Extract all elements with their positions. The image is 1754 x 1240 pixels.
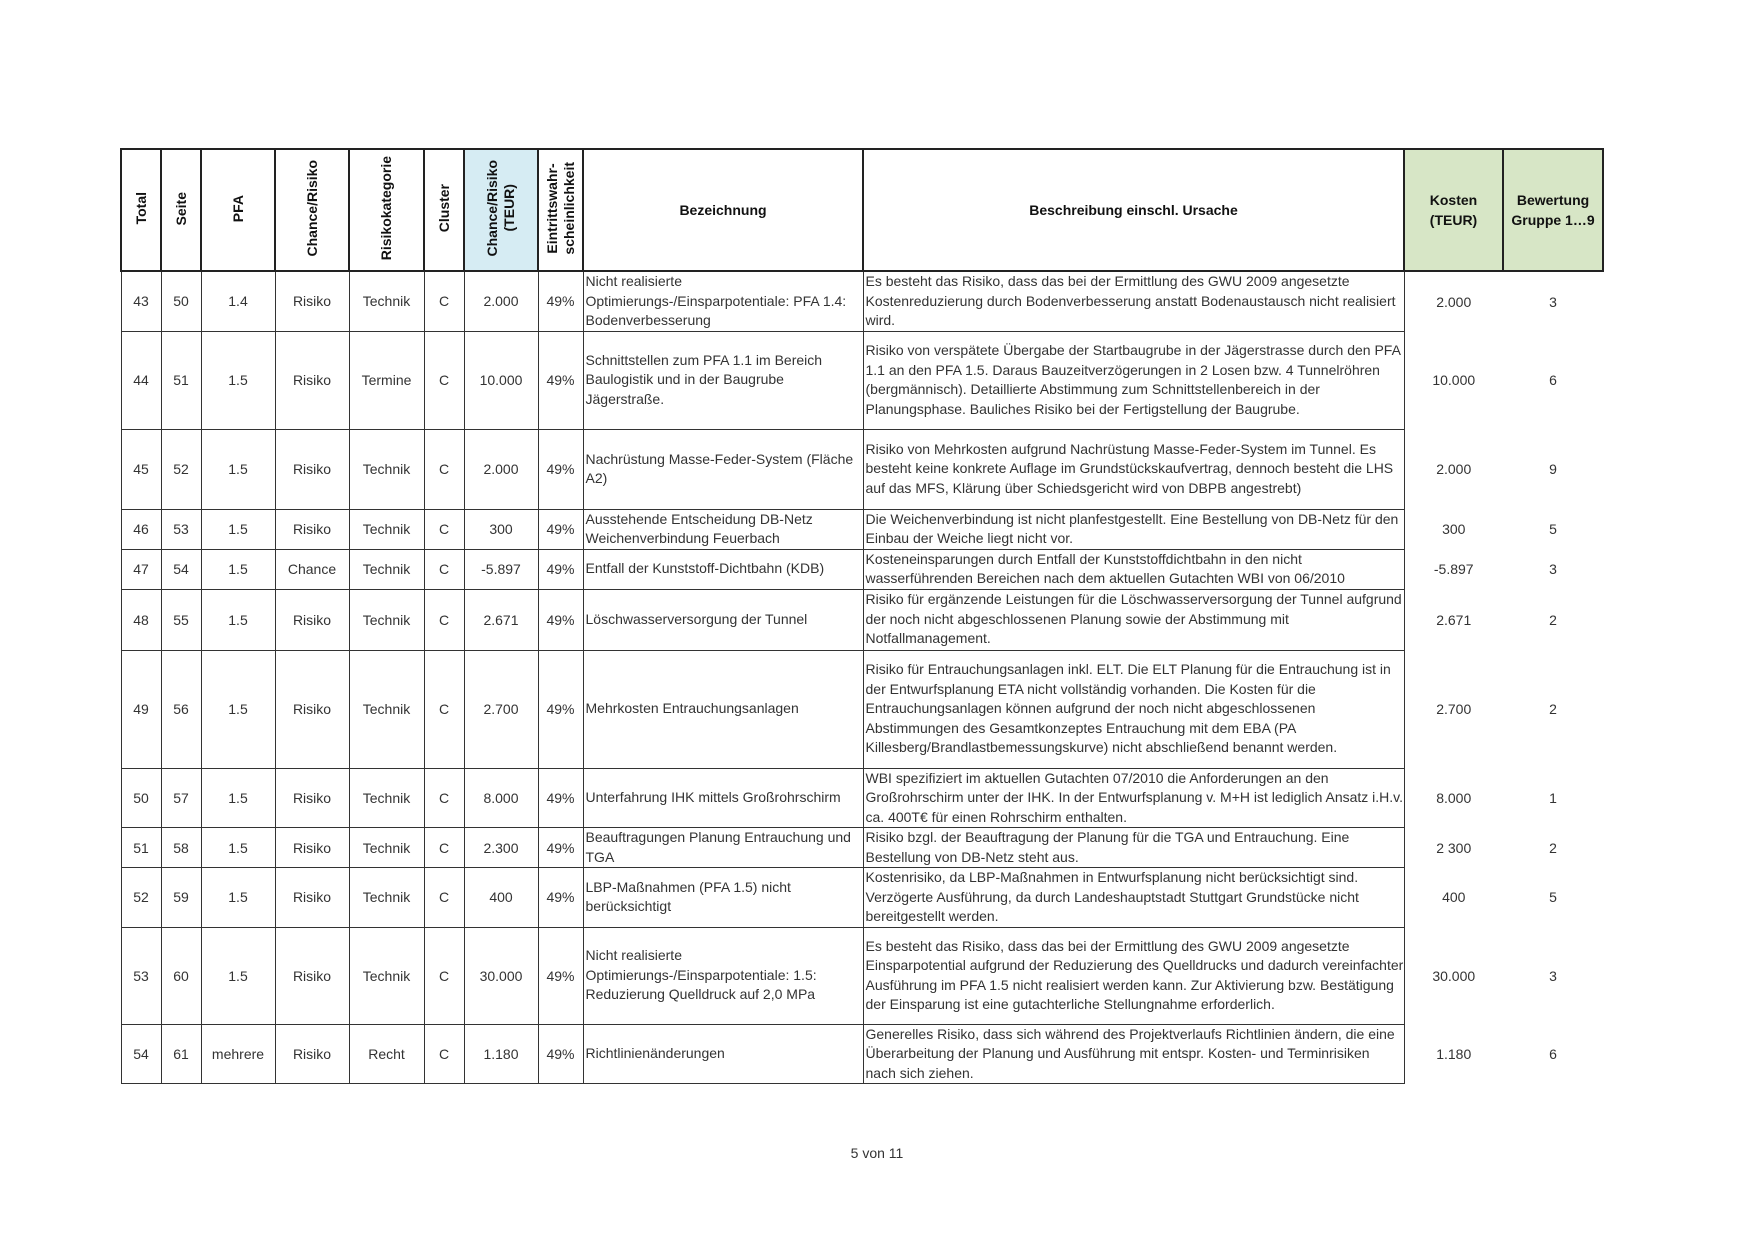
cell-total: 52: [121, 868, 161, 928]
cell-cluster: C: [424, 768, 464, 828]
cell-bezeichnung: Richtlinienänderungen: [583, 1024, 863, 1084]
cell-total: 45: [121, 429, 161, 509]
cell-kosten: 2 300: [1404, 828, 1503, 868]
cell-beschreibung: Es besteht das Risiko, dass das bei der Ermittlung des GWU 2009 angesetzte Kostenreduzierung durch Bodenverbesserung anstatt Bodenaustausch nicht realisiert wird.: [863, 271, 1404, 331]
cell-kosten: 2.000: [1404, 429, 1503, 509]
col-kosten: [1404, 149, 1503, 271]
col-kosten-line1: Kosten: [1429, 192, 1478, 208]
cell-chance-risiko-teur: 2.671: [464, 589, 538, 650]
cell-cluster: C: [424, 271, 464, 331]
cell-risikokategorie: Technik: [349, 509, 424, 549]
cell-beschreibung: Generelles Risiko, dass sich während des Projektverlaufs Richtlinien ändern, die eine Überarbeitung der Planung und Ausführung mit entspr. Kosten- und Terminrisiken nach sich ziehen.: [863, 1024, 1404, 1084]
cell-seite: 56: [161, 650, 201, 768]
cell-risikokategorie: Termine: [349, 331, 424, 429]
cell-bewertung: 9: [1549, 461, 1557, 477]
cell-cluster: C: [424, 868, 464, 928]
cell-total: 54: [121, 1024, 161, 1084]
cell-chance-risiko-teur: 8.000: [464, 768, 538, 828]
cell-chance-risiko: Risiko: [275, 768, 349, 828]
cell-bewertung: 2: [1549, 701, 1557, 717]
cell-cluster: C: [424, 650, 464, 768]
cell-beschreibung: Risiko für ergänzende Leistungen für die Löschwasserversorgung der Tunnel aufgrund der noch nicht abgeschlossenen Planung sowie der Abstimmung mit Notfallmanagement.: [863, 589, 1404, 650]
cell-cluster: C: [424, 589, 464, 650]
col-bezeichnung-label: Bezeichnung: [679, 202, 767, 218]
cell-total: 47: [121, 549, 161, 589]
col-total-label: Total: [132, 192, 149, 225]
cell-chance-risiko: Risiko: [275, 1024, 349, 1084]
cell-pfa: 1.5: [201, 828, 275, 868]
cell-bezeichnung: Schnittstellen zum PFA 1.1 im Bereich Baulogistik und in der Baugrube Jägerstraße.: [583, 331, 863, 429]
cell-bezeichnung: Ausstehende Entscheidung DB-Netz Weichenverbindung Feuerbach: [583, 509, 863, 549]
cell-chance-risiko-teur: 400: [464, 868, 538, 928]
cell-bewertung: 3: [1549, 561, 1557, 577]
table-row: [121, 589, 1603, 650]
cell-bewertung: 3: [1549, 293, 1557, 310]
cell-chance-risiko-teur: -5.897: [464, 549, 538, 589]
cell-seite: 53: [161, 509, 201, 549]
col-bewertung-line2: Gruppe 1…9: [1511, 212, 1595, 228]
cell-seite: 60: [161, 927, 201, 1024]
cell-risikokategorie: Technik: [349, 589, 424, 650]
cell-seite: 61: [161, 1024, 201, 1084]
cell-risikokategorie: Technik: [349, 549, 424, 589]
cell-bewertung: 3: [1549, 967, 1557, 984]
cell-cluster: C: [424, 429, 464, 509]
cell-bewertung: 1: [1549, 789, 1557, 806]
col-bezeichnung: [583, 149, 863, 271]
table-row: [121, 331, 1603, 429]
cell-bezeichnung: LBP-Maßnahmen (PFA 1.5) nicht berücksichtigt: [583, 868, 863, 928]
cell-pfa: 1.5: [201, 331, 275, 429]
col-beschreibung-label: Beschreibung einschl. Ursache: [1029, 202, 1238, 218]
cell-bewertung: 2: [1549, 611, 1557, 628]
cell-total: 51: [121, 828, 161, 868]
cell-chance-risiko-teur: 30.000: [464, 927, 538, 1024]
cell-chance-risiko-teur: 10.000: [464, 331, 538, 429]
cell-kosten: 30.000: [1404, 927, 1503, 1024]
page-number: 5 von 11: [850, 1145, 904, 1161]
cell-risikokategorie: Technik: [349, 828, 424, 868]
cell-beschreibung: Risiko bzgl. der Beauftragung der Planung für die TGA und Entrauchung. Eine Bestellung von DB-Netz steht aus.: [863, 828, 1404, 868]
cell-bezeichnung: Nicht realisierte Optimierungs-/Einsparpotentiale: 1.5: Reduzierung Quelldruck auf 2,0 MPa: [583, 927, 863, 1024]
cell-bezeichnung: Beauftragungen Planung Entrauchung und TGA: [583, 828, 863, 868]
col-bewertung: [1503, 149, 1603, 271]
cell-eintrittswahrscheinlichkeit: 49%: [538, 868, 583, 928]
col-chance-risiko-teur-label: [484, 160, 518, 256]
col-risikokategorie: [349, 149, 424, 271]
cell-risikokategorie: Technik: [349, 271, 424, 331]
col-eintritt-label: [544, 162, 578, 255]
col-kosten-line2: (TEUR): [1429, 212, 1478, 228]
table-row: [121, 650, 1603, 768]
cell-seite: 51: [161, 331, 201, 429]
cell-total: 43: [121, 271, 161, 331]
table-row: [121, 868, 1603, 928]
cell-bewertung: 5: [1549, 889, 1557, 906]
cell-total: 53: [121, 927, 161, 1024]
cell-risikokategorie: Technik: [349, 768, 424, 828]
cell-bezeichnung: Nachrüstung Masse-Feder-System (Fläche A2): [583, 429, 863, 509]
cell-chance-risiko-teur: 2.000: [464, 271, 538, 331]
table-row: [121, 429, 1603, 509]
cell-chance-risiko-teur: 1.180: [464, 1024, 538, 1084]
cell-total: 46: [121, 509, 161, 549]
cell-kosten: 8.000: [1404, 768, 1503, 828]
cell-chance-risiko: Chance: [275, 549, 349, 589]
cell-pfa: 1.5: [201, 868, 275, 928]
col-chance-risiko-label: Chance/Risiko: [303, 160, 320, 257]
table-row: [121, 549, 1603, 589]
cell-total: 49: [121, 650, 161, 768]
cell-chance-risiko: Risiko: [275, 429, 349, 509]
cell-bewertung: 6: [1549, 372, 1557, 388]
cell-eintrittswahrscheinlichkeit: 49%: [538, 271, 583, 331]
cell-kosten: 10.000: [1404, 331, 1503, 429]
cell-seite: 52: [161, 429, 201, 509]
cell-chance-risiko-teur: 2.300: [464, 828, 538, 868]
cell-beschreibung: WBI spezifiziert im aktuellen Gutachten 07/2010 die Anforderungen an den Großrohrschirm unter der IHK. In der Entwurfsplanung v. M+H ist lediglich Ansatz i.H.v. ca. 400T€ für einen Rohrschirm enthalten.: [863, 768, 1404, 828]
col-cluster: [424, 149, 464, 271]
risk-table: [120, 148, 1604, 1084]
cell-pfa: 1.5: [201, 768, 275, 828]
cell-seite: 57: [161, 768, 201, 828]
cell-chance-risiko: Risiko: [275, 509, 349, 549]
cell-risikokategorie: Technik: [349, 429, 424, 509]
cell-beschreibung: Kostenrisiko, da LBP-Maßnahmen in Entwurfsplanung nicht berücksichtigt sind. Verzögerte Ausführung, da durch Landeshauptstadt Stuttgart Grundstücke nicht bereitgestellt werden.: [863, 868, 1404, 928]
header-row: [121, 149, 1603, 271]
cell-seite: 59: [161, 868, 201, 928]
cell-chance-risiko-teur: 300: [464, 509, 538, 549]
table-row: [121, 927, 1603, 1024]
cell-chance-risiko: Risiko: [275, 331, 349, 429]
cell-cluster: C: [424, 1024, 464, 1084]
cell-kosten: 1.180: [1404, 1024, 1503, 1084]
cell-pfa: 1.5: [201, 650, 275, 768]
cell-risikokategorie: Technik: [349, 650, 424, 768]
cell-chance-risiko: Risiko: [275, 589, 349, 650]
table-row: [121, 828, 1603, 868]
cell-kosten: 400: [1404, 868, 1503, 928]
cell-pfa: 1.5: [201, 549, 275, 589]
cell-pfa: 1.5: [201, 509, 275, 549]
col-seite: [161, 149, 201, 271]
cell-seite: 50: [161, 271, 201, 331]
col-bewertung-line1: Bewertung: [1516, 192, 1590, 208]
col-risikokategorie-label: Risikokategorie: [378, 156, 394, 261]
cell-bezeichnung: Entfall der Kunststoff-Dichtbahn (KDB): [583, 549, 863, 589]
cell-cluster: C: [424, 927, 464, 1024]
cell-cluster: C: [424, 509, 464, 549]
col-cluster-label: Cluster: [435, 184, 452, 233]
cell-chance-risiko: Risiko: [275, 868, 349, 928]
cell-chance-risiko-teur: 2.000: [464, 429, 538, 509]
cell-kosten: 2.700: [1404, 650, 1503, 768]
cell-pfa: 1.5: [201, 429, 275, 509]
table-row: [121, 271, 1603, 331]
cell-eintrittswahrscheinlichkeit: 49%: [538, 429, 583, 509]
cell-beschreibung: Kosteneinsparungen durch Entfall der Kunststoffdichtbahn in den nicht wasserführenden Bereichen nach dem aktuellen Gutachten WBI von 06/2010: [863, 549, 1404, 589]
cell-bewertung: 6: [1549, 1045, 1557, 1062]
cell-bezeichnung: Mehrkosten Entrauchungsanlagen: [583, 650, 863, 768]
cell-bezeichnung: Nicht realisierte Optimierungs-/Einsparpotentiale: PFA 1.4: Bodenverbesserung: [583, 271, 863, 331]
cell-seite: 58: [161, 828, 201, 868]
cell-total: 44: [121, 331, 161, 429]
cell-kosten: 300: [1404, 509, 1503, 549]
cell-eintrittswahrscheinlichkeit: 49%: [538, 768, 583, 828]
cell-chance-risiko: Risiko: [275, 271, 349, 331]
cell-eintrittswahrscheinlichkeit: 49%: [538, 650, 583, 768]
col-chance-risiko-teur: [464, 149, 538, 271]
cell-total: 50: [121, 768, 161, 828]
table-row: [121, 768, 1603, 828]
cell-eintrittswahrscheinlichkeit: 49%: [538, 331, 583, 429]
cell-kosten: -5.897: [1404, 549, 1503, 589]
table-row: [121, 509, 1603, 549]
table-row: [121, 1024, 1603, 1084]
col-teur-line2: (TEUR): [501, 184, 517, 233]
cell-eintrittswahrscheinlichkeit: 49%: [538, 509, 583, 549]
cell-total: 48: [121, 589, 161, 650]
col-eintrittswahrscheinlichkeit: [538, 149, 583, 271]
cell-eintrittswahrscheinlichkeit: 49%: [538, 589, 583, 650]
cell-eintrittswahrscheinlichkeit: 49%: [538, 549, 583, 589]
cell-cluster: C: [424, 828, 464, 868]
col-teur-line1: Chance/Risiko: [484, 160, 500, 257]
cell-eintrittswahrscheinlichkeit: 49%: [538, 1024, 583, 1084]
cell-chance-risiko: Risiko: [275, 927, 349, 1024]
cell-beschreibung: Es besteht das Risiko, dass das bei der Ermittlung des GWU 2009 angesetzte Einsparpotential aufgrund der Reduzierung des Quelldrucks und dadurch vereinfachter Ausführung im PFA 1.5 nicht realisiert werden kann. Zur Aktivierung bzw. Bestätigung der Einsparung ist eine gutachterliche Stellungnahme erforderlich.: [863, 927, 1404, 1024]
cell-pfa: 1.4: [201, 271, 275, 331]
col-seite-label: Seite: [172, 191, 189, 226]
cell-chance-risiko: Risiko: [275, 650, 349, 768]
cell-pfa: 1.5: [201, 927, 275, 1024]
cell-eintrittswahrscheinlichkeit: 49%: [538, 828, 583, 868]
col-pfa-label: PFA: [229, 194, 246, 223]
col-eintritt-line2: scheinlichkeit: [560, 162, 577, 255]
cell-chance-risiko: Risiko: [275, 828, 349, 868]
cell-pfa: mehrere: [201, 1024, 275, 1084]
cell-beschreibung: Risiko für Entrauchungsanlagen inkl. ELT. Die ELT Planung für die Entrauchung ist in der Entwurfsplanung ETA nicht vollständig vorhanden. Die Kosten für die Entrauchungsanlagen können aufgrund der noch nicht abgeschlossenen Abstimmungen des Gesamtkonzeptes Entrauchung mit dem EBA (PA Killesberg/Brandlastbemessungskurve) nicht abschließend benannt werden.: [863, 650, 1404, 768]
cell-kosten: 2.671: [1404, 589, 1503, 650]
cell-cluster: C: [424, 549, 464, 589]
col-total: [121, 149, 161, 271]
col-beschreibung: [863, 149, 1404, 271]
cell-beschreibung: Risiko von Mehrkosten aufgrund Nachrüstung Masse-Feder-System im Tunnel. Es besteht keine konkrete Auflage im Grundstückskaufvertrag, dennoch besteht die LHS auf das MFS, Klärung über Schiedsgericht wird von DBPB angestrebt): [863, 429, 1404, 509]
cell-seite: 54: [161, 549, 201, 589]
cell-beschreibung: Die Weichenverbindung ist nicht planfestgestellt. Eine Bestellung von DB-Netz für den Einbau der Weiche liegt nicht vor.: [863, 509, 1404, 549]
cell-beschreibung: Risiko von verspätete Übergabe der Startbaugrube in der Jägerstrasse durch den PFA 1.1 an den PFA 1.5. Daraus Bauzeitverzögerungen in 2 Losen bzw. 4 Tunnelröhren (bergmännisch). Detaillierte Abstimmung zum Schnittstellenbereich in der Planungsphase. Bauliches Risiko bei der Fertigstellung der Baugrube.: [863, 331, 1404, 429]
cell-risikokategorie: Recht: [349, 1024, 424, 1084]
cell-bewertung: 5: [1549, 521, 1557, 537]
cell-eintrittswahrscheinlichkeit: 49%: [538, 927, 583, 1024]
cell-chance-risiko-teur: 2.700: [464, 650, 538, 768]
cell-bewertung: 2: [1549, 839, 1557, 856]
col-eintritt-line1: Eintrittswahr-: [543, 163, 560, 254]
col-chance-risiko: [275, 149, 349, 271]
cell-cluster: C: [424, 331, 464, 429]
cell-seite: 55: [161, 589, 201, 650]
cell-pfa: 1.5: [201, 589, 275, 650]
cell-bezeichnung: Löschwasserversorgung der Tunnel: [583, 589, 863, 650]
cell-risikokategorie: Technik: [349, 927, 424, 1024]
cell-bezeichnung: Unterfahrung IHK mittels Großrohrschirm: [583, 768, 863, 828]
cell-kosten: 2.000: [1404, 271, 1503, 331]
cell-risikokategorie: Technik: [349, 868, 424, 928]
col-pfa: [201, 149, 275, 271]
